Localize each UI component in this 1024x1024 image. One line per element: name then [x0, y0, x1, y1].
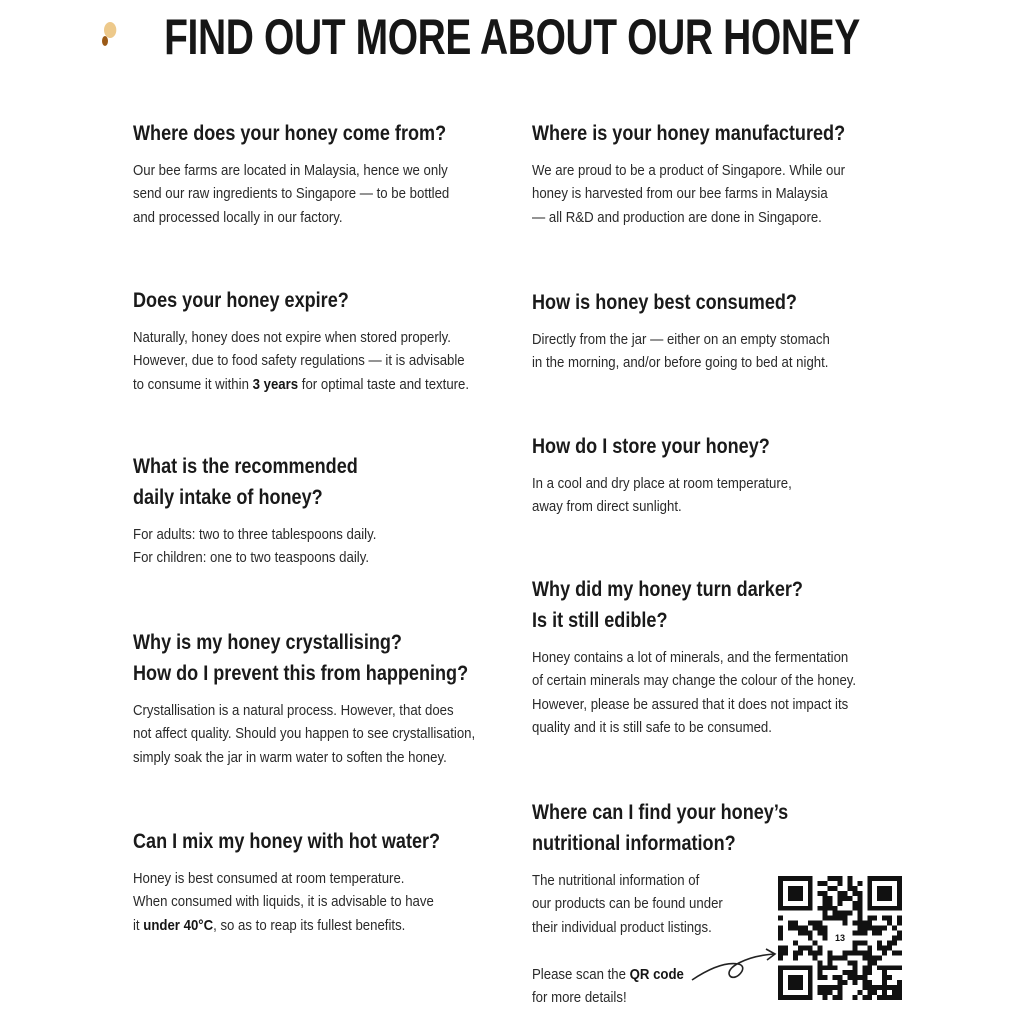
faq-answer: Honey is best consumed at room temperature. When consumed with liquids, it is advisable to have it under 40°C, so as to reap its fullest benefits.: [133, 870, 434, 934]
faq-question: What is the recommended daily intake of honey?: [133, 455, 358, 509]
curly-arrow-icon: [690, 938, 780, 988]
qr-code-icon[interactable]: [778, 876, 902, 1000]
faq-answer: Naturally, honey does not expire when stored properly. However, due to food safety regulations — it is advisable to consume it within 3 years for optimal taste and texture.: [133, 329, 470, 393]
faq-item-expiry: [133, 285, 513, 396]
faq-question: How is honey best consumed?: [532, 291, 797, 314]
page-title: FIND OUT MORE ABOUT OUR HONEY: [164, 9, 860, 65]
honey-drip-decoration: [102, 36, 108, 46]
faq-answer: Crystallisation is a natural process. However, that does not affect quality. Should you happen to see crystallisation, simply soak the jar in warm water to soften the honey.: [133, 702, 476, 766]
faq-question: Why did my honey turn darker? Is it still edible?: [532, 578, 803, 632]
faq-question: Can I mix my honey with hot water?: [133, 830, 441, 853]
faq-item-best-consumed: [532, 287, 912, 375]
faq-question: Where is your honey manufactured?: [532, 122, 846, 145]
faq-answer: Our bee farms are located in Malaysia, hence we only send our raw ingredients to Singapore — to be bottled and processed locally in our factory.: [133, 162, 450, 226]
faq-question: Why is my honey crystallising? How do I prevent this from happening?: [133, 631, 469, 685]
faq-item-crystallising: [133, 627, 513, 769]
faq-question: Does your honey expire?: [133, 289, 349, 312]
faq-item-manufactured: [532, 118, 912, 229]
faq-item-origin: [133, 118, 513, 229]
faq-question: Where does your honey come from?: [133, 122, 447, 145]
scan-text: Please scan the QR code for more details!: [532, 966, 684, 1007]
qr-logo: 13: [830, 928, 850, 948]
faq-answer: We are proud to be a product of Singapore. While our honey is harvested from our bee farms in Malaysia — all R&D and production are done in Singapore.: [532, 162, 846, 226]
faq-answer: Honey contains a lot of minerals, and the fermentation of certain minerals may change the colour of the honey. However, please be assured that it does not impact its quality and it is still safe to be consumed.: [532, 649, 857, 736]
faq-answer: Directly from the jar — either on an empty stomach in the morning, and/or before going to bed at night.: [532, 331, 830, 372]
faq-answer: The nutritional information of our products can be found under their individual product listings.: [532, 872, 723, 936]
faq-item-hot-water: [133, 826, 513, 937]
faq-item-storage: [532, 431, 912, 519]
faq-answer: For adults: two to three tablespoons daily. For children: one to two teaspoons daily.: [133, 526, 377, 567]
faq-question: How do I store your honey?: [532, 435, 770, 458]
faq-item-darker: [532, 574, 912, 739]
faq-question: Where can I find your honey’s nutritional information?: [532, 801, 789, 855]
faq-item-daily-intake: [133, 451, 513, 570]
faq-answer: In a cool and dry place at room temperature, away from direct sunlight.: [532, 475, 792, 516]
